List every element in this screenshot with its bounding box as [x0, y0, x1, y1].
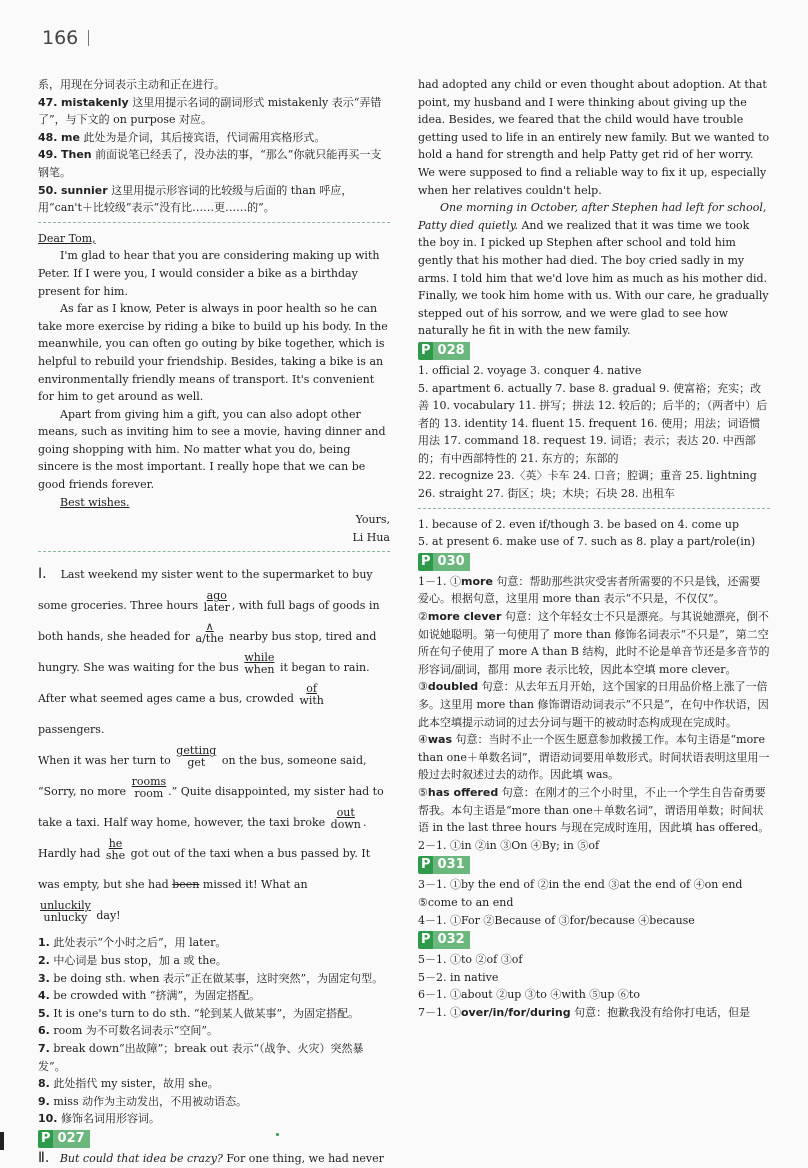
notes-bottom — [38, 934, 390, 1128]
page-label-030: P 030 — [418, 553, 470, 571]
passage-line: When it was her turn to getting get on the bus, someone said, — [38, 744, 367, 770]
notes-top — [38, 76, 390, 217]
passage-line: hungry. She was waiting for the bus while when it began to rain. — [38, 651, 370, 677]
note-item: 3. be doing sth. when 表示“正在做某事，这时突然”，为固定句型。 — [38, 971, 384, 985]
section-divider — [38, 222, 390, 223]
note-item: 7. break down“出故障”；break out 表示“（战争、火灾）突然暴发”。 — [38, 1042, 364, 1073]
section-divider — [38, 551, 390, 552]
model-letter — [38, 230, 390, 547]
letter-signature: Li Hua — [352, 530, 390, 544]
error-correction-passage — [38, 559, 390, 931]
note-item: 6. room 为不可数名词表示“空间”。 — [38, 1024, 219, 1038]
passage-line: Ⅱ. But could that idea be crazy? For one thing, we had never — [38, 1149, 384, 1166]
story-paragraph: One morning in October, after Stephen had left for school, Patty died quietly. And we realized that it was time we took the boy in. I picked up Stephen after school and told him gently that his mother had died. The boy cried sadly in my arms. I told him that we'd love him as much as his mother did. Finally, we took him home with us. With our care, he gradually stepped out of his sorrow, and we were glad to see how naturally he fit in with the new family. — [418, 201, 769, 338]
note-item: 5. It is one's turn to do sth. “轮到某人做某事”，为固定搭配。 — [38, 1006, 360, 1020]
right-column — [418, 76, 770, 1022]
correction-mark: out down — [330, 806, 361, 832]
passage-line: was empty, but she had been missed it! What an — [38, 878, 308, 892]
answer-item: ③doubled 句意：从去年五月开始，这个国家的日用品价格上涨了一倍多。这里用 more than 修饰谓语动词表示“不只是”，在句中作状语，因此本空填提示动词的过去分词与题干的被动时态构成现在完成时。 — [418, 680, 769, 729]
answer-line: 1. official 2. voyage 3. conquer 4. native — [418, 363, 642, 377]
correction-mark: getting get — [176, 744, 217, 770]
header-divider — [88, 30, 89, 46]
left-column — [38, 76, 390, 1168]
section-divider — [418, 508, 770, 509]
correction-mark: unluckily unlucky — [40, 899, 91, 925]
note-item: 49. Then 前面说笔已经丢了，没办法的事，“那么”你就只能再买一支钢笔。 — [38, 148, 382, 179]
note-item: 50. sunnier 这里用提示形容词的比较级与后面的 than 呼应，用“can't＋比较级”表示“没有比……更……的”。 — [38, 183, 353, 215]
section-roman-one: Ⅰ. — [38, 566, 47, 583]
passage-line: take a taxi. Half way home, however, the taxi broke out down . — [38, 806, 367, 832]
letter-paragraph: I'm glad to hear that you are considering making up with Peter. If I were you, I would consider a bike as a birthday present for him. — [38, 249, 380, 298]
correction-mark: while when — [244, 651, 275, 677]
answer-line: 6－1. ①about ②up ③to ④with ⑤up ⑥to — [418, 988, 640, 1002]
answer-line: 22. recognize 23.〈英〉卡车 24. 口音；腔调；重音 25. lightning — [418, 469, 757, 483]
note-item: 1. 此处表示“个小时之后”，用 later。 — [38, 936, 227, 950]
answers-028-phrases — [418, 516, 770, 551]
answer-line: 2－1. ①in ②in ③On ④By; in ⑤of — [418, 838, 600, 852]
note-item: 系，用现在分词表示主动和正在进行。 — [38, 78, 225, 91]
section-roman-two: Ⅱ. — [38, 1149, 50, 1166]
answer-item: 1－1. ①more 句意：帮助那些洪灾受害者所需要的不只是钱，还需要爱心。根据句意，这里用 more than 表示“不只是，不仅仅”。 — [418, 574, 761, 606]
answer-item: ⑤has offered 句意：在刚才的三个小时里，不止一个学生自告奋勇要帮我。本句主语是“more than one＋单数名词”，谓语用单数；时间状语 in the last three hours 与现在完成时连用，因此填 has offered。 — [418, 785, 770, 835]
answer-line: 5－2. in native — [418, 970, 499, 984]
passage-line: Ⅰ. Last weekend my sister went to the supermarket to buy — [38, 566, 373, 583]
note-item: 8. 此处指代 my sister，故用 she。 — [38, 1077, 219, 1091]
letter-paragraph: Apart from giving him a gift, you can also adopt other means, such as inviting him to see a movie, having dinner and going shopping with him. No matter what you do, being sincere is the most important. I really hope that we can be good friends forever. — [38, 407, 386, 492]
answers-028-vocabulary — [418, 362, 770, 503]
answer-line: 5. apartment 6. actually 7. base 8. gradual 9. 使富裕；充实；改善 10. vocabulary 11. 拼写；拼法 12. 较后的；后半的；（两者中）后者的 13. identity 14. fluent 15. frequent 16. 使用；用法；词语惯用法 17. command 18. request 19. 词语；表示；表达 20. 中西部的；有中西部特性的 21. 东方的；东部的 — [418, 381, 768, 465]
note-item: 4. be crowded with “挤满”，为固定搭配。 — [38, 989, 261, 1003]
passage-line: “Sorry, no more rooms room .” Quite disappointed, my sister had to — [38, 775, 384, 801]
correction-mark: of with — [299, 682, 324, 708]
page-number: 166 — [42, 30, 89, 48]
deleted-word: been — [172, 878, 200, 892]
note-item: 47. mistakenly 这里用提示名词的副词形式 mistakenly 表示“弄错了”，与下文的 on purpose 对应。 — [38, 95, 382, 127]
page-label-032: P 032 — [418, 931, 470, 949]
page-label-031: P 031 — [418, 856, 470, 874]
answers-032 — [418, 951, 770, 1021]
answer-line: ⑤come to an end — [418, 895, 514, 909]
note-item: 9. miss 动作为主动发出，不用被动语态。 — [38, 1094, 248, 1108]
correction-mark: rooms room — [131, 775, 167, 801]
answer-line: 5－1. ①to ②of ③of — [418, 953, 523, 967]
note-item: 10. 修饰名词用形容词。 — [38, 1112, 160, 1126]
passage-line: Hardly had he she got out of the taxi when a bus passed by. It — [38, 837, 371, 863]
answer-line: 1. because of 2. even if/though 3. be based on 4. come up — [418, 517, 739, 531]
answer-line: 26. straight 27. 街区；块；木块；石块 28. 出租车 — [418, 487, 675, 501]
correction-mark: ∧ a/the — [195, 620, 224, 646]
answer-line: 3－1. ①by the end of ②in the end ③at the end of ④on end — [418, 878, 743, 892]
page-label-028: P 028 — [418, 342, 470, 360]
correction-mark: he she — [105, 837, 126, 863]
letter-closing: Best wishes. — [60, 495, 130, 509]
answer-line: 5. at present 6. make use of 7. such as 8. play a part/role(in) — [418, 535, 756, 549]
passage-line: some groceries. Three hours ago later , with full bags of goods in — [38, 589, 380, 615]
note-item: 48. me 此处为是介词，其后接宾语，代词需用宾格形式。 — [38, 130, 326, 144]
answer-item: ②more clever 句意：这个年轻女士不只是漂亮。与其说她漂亮，倒不如说她聪明。第一句使用了 more than 修饰名词表示“不只是”，第二空所在句子使用了 more A than B 结构，此时不论是单音节还是多音节的形容词/副词，都用 more 表示比较，因此本空填 more clever。 — [418, 610, 770, 676]
note-item: 2. 中心词是 bus stop，加 a 或 the。 — [38, 954, 227, 968]
page-edge-mark — [0, 1132, 4, 1150]
letter-greeting: Dear Tom, — [38, 231, 96, 245]
answers-031 — [418, 876, 770, 929]
story-paragraph: had adopted any child or even thought about adoption. At that point, my husband and I were thinking about giving up the idea. Besides, we feared that the child would have trouble getting used to life in an entirely new family. But we wanted to hold a hand for strength and help Patty get rid of her worry. We were supposed to find a reliable way to fix it up, especially when her relatives couldn't help. — [418, 78, 770, 197]
letter-signoff: Yours, — [355, 513, 390, 527]
answers-030 — [418, 573, 770, 855]
letter-paragraph: As far as I know, Peter is always in poor health so he can take more exercise by riding a bike to build up his body. In the meanwhile, you can often go outing by bike together, which is helpful to rebuild your friendship. Besides, taking a bike is an environmentally friendly means of transport. It's convenient for him to get around as well. — [38, 302, 388, 404]
answer-line: 4－1. ①For ②Because of ③for/because ④because — [418, 913, 695, 927]
passage-line: unluckily unlucky day! — [40, 899, 121, 925]
page-label-027: P 027 — [38, 1130, 90, 1148]
passage-line: After what seemed ages came a bus, crowded of with passengers. — [38, 682, 324, 737]
answer-item: ④was 句意：当时不止一个医生愿意参加救援工作。本句主语是“more than one＋单数名词”，谓语动词要用单数形式。时间状语表明这里用一般过去时叙述过去的动作。因此填 was。 — [418, 733, 770, 782]
answer-item: 7－1. ①over/in/for/during 句意：抱歉我没有给你打电话，但是 — [418, 1005, 751, 1019]
correction-mark: ago later — [203, 589, 230, 615]
passage-line: both hands, she headed for ∧ a/the nearby bus stop, tired and — [38, 620, 377, 646]
footer-dot — [276, 1133, 279, 1136]
